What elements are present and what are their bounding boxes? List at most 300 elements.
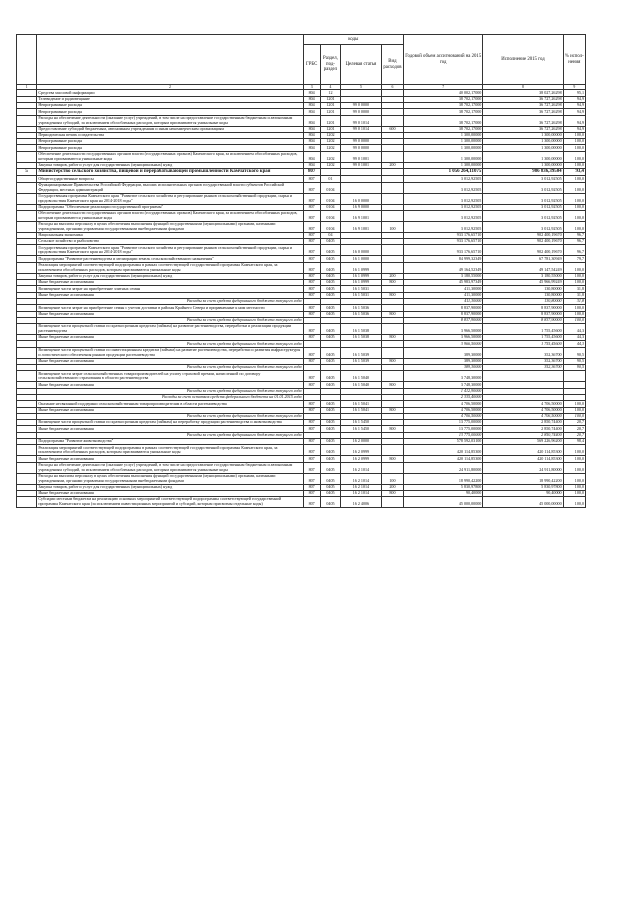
row-pct: 100,0	[563, 280, 585, 286]
row-grbs: 807	[303, 445, 320, 456]
row-target: 16 2 1014	[341, 462, 382, 473]
row-razdel: 0405	[320, 445, 340, 456]
row-plan: 38 702,17000	[404, 115, 483, 126]
row-pct: 94,9	[563, 115, 585, 126]
row-target: 16 9 0000	[341, 204, 382, 210]
row-exec: 2 850,74400	[483, 420, 563, 426]
row-number	[17, 245, 37, 256]
row-razdel: 1201	[320, 102, 340, 108]
row-vid: 200	[381, 273, 403, 279]
row-razdel: 0405	[320, 371, 340, 382]
row-razdel: 0405	[320, 438, 340, 444]
row-description: Непрограммные расходы	[37, 102, 303, 108]
row-exec: 420 114,85300	[483, 445, 563, 456]
row-razdel: 1201	[320, 96, 340, 102]
row-exec: 36 727,26298	[483, 96, 563, 102]
row-razdel: 1201	[320, 115, 340, 126]
row-vid	[381, 182, 403, 193]
row-description: Возмещение части процентной ставки по краткосрочным кредитам (займам) на переработку продукции растениеводства и животноводства	[37, 420, 303, 426]
row-grbs: 807	[303, 239, 320, 245]
row-number	[17, 371, 37, 382]
row-exec: 1 755,45600	[483, 324, 563, 335]
row-description: Иные бюджетные ассигнования	[37, 311, 303, 317]
row-target: 16 1 0000	[341, 256, 382, 262]
row-description: Непрограммные расходы	[37, 109, 303, 115]
row-plan: 411,30000	[404, 298, 483, 304]
row-grbs: 807	[303, 210, 320, 221]
row-plan: 3 012,92505	[404, 193, 483, 204]
row-pct: 44,3	[563, 324, 585, 335]
row-description: Государственная программа Камчатского края "Развитие сельского хозяйства и регулирование рынков сельскохозяйственной продукции, сырья и продовольствия Камчатского края на 2014-2018 годы"	[37, 193, 303, 204]
column-number: 2	[37, 85, 303, 90]
row-number	[17, 182, 37, 193]
row-grbs: 807	[303, 371, 320, 382]
row-description: Иные бюджетные ассигнования	[37, 382, 303, 388]
row-pct: 44,3	[563, 341, 585, 347]
row-pct: 94,9	[563, 96, 585, 102]
row-description: Расходы за счет остатков средств федерального бюджета на 01.01.2015 года	[37, 394, 303, 400]
row-razdel: 1202	[320, 145, 340, 151]
table-row	[17, 193, 586, 204]
header-target: Целевая статья	[341, 45, 382, 85]
row-pct: 100,0	[563, 162, 585, 168]
row-exec: 3 012,92505	[483, 210, 563, 221]
row-grbs: 807	[303, 382, 320, 388]
row-plan: 389,30000	[404, 365, 483, 371]
row-grbs: 807	[303, 311, 320, 317]
row-description: Оказание несвязанной поддержки сельскохозяйственным товаропроизводителям в области растениеводства	[37, 401, 303, 407]
row-number	[17, 193, 37, 204]
row-exec: 1 755,45600	[483, 335, 563, 341]
row-description: Расходы за счет средств федерального бюджета текущего года	[37, 388, 303, 394]
column-number: 3	[303, 85, 320, 90]
row-grbs: 807	[303, 292, 320, 298]
row-target: 16 1 5040	[341, 371, 382, 382]
row-number	[17, 221, 37, 232]
row-description: Расходы за счет средств федерального бюджета текущего года	[37, 298, 303, 304]
row-exec: 4 706,50000	[483, 407, 563, 413]
row-razdel: 0405	[320, 358, 340, 364]
row-exec: 2 850,74400	[483, 426, 563, 432]
table-row	[17, 473, 586, 484]
row-exec: 986 836,39504	[483, 169, 563, 176]
table-row	[17, 324, 586, 335]
row-pct: 96,7	[563, 232, 585, 238]
row-pct: 100,0	[563, 204, 585, 210]
table-row	[17, 497, 586, 508]
row-description: Расходы на выплаты персоналу в целях обеспечения выполнения функций государственными (муниципальными) органами, казенными учреждениями, органами управления государственными внебюджетными фондами	[37, 221, 303, 232]
row-exec	[483, 371, 563, 382]
row-pct: 100,0	[563, 456, 585, 462]
row-exec: 24 911,80000	[483, 462, 563, 473]
row-description: Реализация мероприятий соответствующей подпрограммы в рамках соответствующей государственной программы Камчатского края, за исключением обособленных расходов, которым присваиваются уникальные коды	[37, 262, 303, 273]
row-grbs: 807	[303, 462, 320, 473]
row-grbs: 807	[303, 335, 320, 341]
row-grbs: 804	[303, 145, 320, 151]
row-razdel: 0405	[320, 292, 340, 298]
row-plan: 1 300,00000	[404, 145, 483, 151]
row-plan: 5 830,97800	[404, 484, 483, 490]
row-pct: 100,0	[563, 193, 585, 204]
row-grbs: 807	[303, 324, 320, 335]
row-exec: 8 837,90000	[483, 305, 563, 311]
row-razdel: 0405	[320, 347, 340, 358]
row-razdel: 04	[320, 232, 340, 238]
table-body	[17, 90, 586, 508]
row-description: Возмещение части затрат на приобретение элитных семян	[37, 286, 303, 292]
row-razdel: 0405	[320, 490, 340, 496]
row-plan: 3 012,92505	[404, 182, 483, 193]
row-number	[17, 445, 37, 456]
row-description: Периодическая печать и издательства	[37, 132, 303, 138]
row-target: 16 2 4006	[341, 497, 382, 508]
row-razdel: 0405	[320, 262, 340, 273]
row-plan: 3 012,92505	[404, 210, 483, 221]
header-pct: % испол-нения	[563, 35, 585, 85]
row-exec: 352,36700	[483, 365, 563, 371]
row-vid	[381, 193, 403, 204]
row-description: Иные бюджетные ассигнования	[37, 407, 303, 413]
row-grbs: 807	[303, 426, 320, 432]
row-vid: 100	[381, 221, 403, 232]
row-razdel: 0104	[320, 210, 340, 221]
row-target: 16 1 5040	[341, 382, 382, 388]
row-vid: 800	[381, 407, 403, 413]
row-pct: 90,5	[563, 358, 585, 364]
row-plan: 3 180,55000	[404, 273, 483, 279]
row-plan: 411,30000	[404, 292, 483, 298]
row-razdel: 1202	[320, 132, 340, 138]
row-target: 16 1 5039	[341, 358, 382, 364]
row-plan: 4 706,50000	[404, 401, 483, 407]
row-exec: 18 990,42200	[483, 473, 563, 484]
row-vid	[381, 262, 403, 273]
row-exec: 36 727,26298	[483, 102, 563, 108]
row-exec: 352,36700	[483, 358, 563, 364]
table-row	[17, 347, 586, 358]
row-vid: 200	[381, 484, 403, 490]
row-pct: 100,0	[563, 176, 585, 182]
row-exec: 90,40000	[483, 490, 563, 496]
row-pct: 98,4	[563, 438, 585, 444]
row-plan: 4 706,50000	[404, 407, 483, 413]
budget-table	[16, 34, 586, 508]
row-plan: 8 837,90000	[404, 311, 483, 317]
row-pct: 100,0	[563, 305, 585, 311]
row-pct: 20,7	[563, 432, 585, 438]
row-exec: 36 727,26298	[483, 126, 563, 132]
row-target: 16 9 1001	[341, 221, 382, 232]
row-number: 5	[17, 169, 37, 176]
row-exec: 3 012,92505	[483, 221, 563, 232]
row-target: 16 1 5036	[341, 305, 382, 311]
row-plan: 1 056 264,11075	[404, 169, 483, 176]
row-description: Реализация мероприятий соответствующей подпрограммы в рамках соответствующей государственной программы Камчатского края, за исключением обособленных расходов, которым присваиваются уникальные коды	[37, 445, 303, 456]
row-grbs: 804	[303, 90, 320, 96]
row-exec: 38 027,26298	[483, 90, 563, 96]
header-plan: Годовой объем ассигнований на 2015 год	[404, 35, 483, 85]
row-grbs: 804	[303, 132, 320, 138]
row-vid: 600	[381, 126, 403, 132]
row-number	[17, 324, 37, 335]
row-razdel: 0405	[320, 286, 340, 292]
row-exec: 36 727,26298	[483, 115, 563, 126]
row-target: 16 1 5041	[341, 401, 382, 407]
row-description: Возмещение части процентной ставки по инвестиционным кредитам (займам) на развитие растениеводства, переработки и развития инфраструктуры и логистического обеспечения рынков продукции растениеводства	[37, 347, 303, 358]
row-target: 16 9 1001	[341, 210, 382, 221]
row-pct: 44,3	[563, 335, 585, 341]
row-grbs: 804	[303, 126, 320, 132]
row-exec: 5 830,97800	[483, 484, 563, 490]
row-target: 16 1 5041	[341, 407, 382, 413]
row-vid	[381, 347, 403, 358]
row-target: 16 0 0000	[341, 245, 382, 256]
row-grbs: 804	[303, 109, 320, 115]
row-razdel: 01	[320, 176, 340, 182]
row-pct: 100,0	[563, 132, 585, 138]
row-pct: 20,7	[563, 420, 585, 426]
row-pct	[563, 371, 585, 382]
row-plan: 13 775,00000	[404, 426, 483, 432]
row-vid	[381, 115, 403, 126]
row-pct: 100,0	[563, 473, 585, 484]
row-razdel: 0405	[320, 239, 340, 245]
row-description: Закупка товаров, работ и услуг для государственных (муниципальных) нужд	[37, 273, 303, 279]
row-pct: 79,7	[563, 256, 585, 262]
row-pct: 100,0	[563, 151, 585, 162]
row-exec: 3 012,92505	[483, 193, 563, 204]
row-exec: 1 300,00000	[483, 162, 563, 168]
row-target: 16 2 1014	[341, 484, 382, 490]
row-pct: 94,9	[563, 102, 585, 108]
row-razdel: 0405	[320, 311, 340, 317]
row-grbs: 807	[303, 169, 320, 176]
row-target: 16 2 1014	[341, 490, 382, 496]
row-grbs: 807	[303, 182, 320, 193]
row-pct: 100,0	[563, 413, 585, 419]
row-number	[17, 262, 37, 273]
row-plan: 389,30000	[404, 358, 483, 364]
row-vid: 800	[381, 280, 403, 286]
column-number: 9	[563, 85, 585, 90]
row-description: Возмещение части затрат на приобретение семян с учетом доставки в районы Крайнего Севера и приравненные к ним местности	[37, 305, 303, 311]
row-plan: 1 300,00000	[404, 139, 483, 145]
row-pct: 100,0	[563, 317, 585, 323]
row-vid: 800	[381, 490, 403, 496]
row-razdel: 0405	[320, 426, 340, 432]
row-plan: 3 012,92505	[404, 204, 483, 210]
row-exec: 45 000,00000	[483, 497, 563, 508]
row-exec: 45 966,99249	[483, 280, 563, 286]
row-grbs: 804	[303, 115, 320, 126]
row-number	[17, 497, 37, 508]
row-grbs: 807	[303, 358, 320, 364]
row-exec: 902 400,19670	[483, 232, 563, 238]
row-grbs: 804	[303, 151, 320, 162]
row-grbs: 807	[303, 280, 320, 286]
row-description: Государственная программа Камчатского края "Развитие сельского хозяйства и регулирование рынков сельскохозяйственной продукции, сырья и продовольствия Камчатского края на 2014-2018 годы"	[37, 245, 303, 256]
row-plan: 3 966,50000	[404, 324, 483, 335]
table-row	[17, 262, 586, 273]
header-grbs: ГРБС	[303, 45, 320, 85]
row-description: Закупка товаров, работ и услуг для государственных (муниципальных) нужд	[37, 484, 303, 490]
column-number: 1	[17, 85, 37, 90]
table-row	[17, 221, 586, 232]
row-description: Подпрограмма "Обеспечение реализации государственной программы"	[37, 204, 303, 210]
row-vid	[381, 210, 403, 221]
row-exec: 36 727,26298	[483, 109, 563, 115]
row-grbs: 804	[303, 96, 320, 102]
row-exec: 8 837,90000	[483, 311, 563, 317]
row-plan: 3 748,30000	[404, 382, 483, 388]
row-grbs: 807	[303, 232, 320, 238]
row-target	[341, 169, 382, 176]
row-razdel: 0405	[320, 335, 340, 341]
row-grbs: 807	[303, 176, 320, 182]
row-description: Расходы на выплаты персоналу в целях обеспечения выполнения функций государственными (муниципальными) органами, казенными учреждениями, органами управления государственными внебюджетными фондами	[37, 473, 303, 484]
row-pct: 100,0	[563, 210, 585, 221]
row-vid	[381, 245, 403, 256]
table-row	[17, 445, 586, 456]
row-number	[17, 473, 37, 484]
table-row	[17, 245, 586, 256]
row-pct: 94,9	[563, 126, 585, 132]
header-description	[37, 35, 303, 85]
row-exec: 4 706,50000	[483, 401, 563, 407]
table-row	[17, 169, 586, 176]
row-vid: 800	[381, 311, 403, 317]
row-target: 16 1 0999	[341, 262, 382, 273]
row-description: Иные бюджетные ассигнования	[37, 358, 303, 364]
row-number	[17, 462, 37, 473]
row-target	[341, 182, 382, 193]
column-number: 6	[381, 85, 403, 90]
row-razdel	[320, 169, 340, 176]
row-grbs: 807	[303, 221, 320, 232]
row-pct: 100,0	[563, 311, 585, 317]
table-row	[17, 151, 586, 162]
row-grbs: 804	[303, 139, 320, 145]
row-target: 99 0 1001	[341, 162, 382, 168]
row-pct: 100,0	[563, 445, 585, 456]
row-pct: 100,0	[563, 139, 585, 145]
row-razdel: 0405	[320, 256, 340, 262]
row-vid: 800	[381, 426, 403, 432]
row-target: 16 1 5036	[341, 311, 382, 317]
row-grbs: 804	[303, 162, 320, 168]
row-plan: 1 412,90000	[404, 388, 483, 394]
row-razdel: 1202	[320, 139, 340, 145]
row-exec: 902 400,19670	[483, 245, 563, 256]
row-vid	[381, 169, 403, 176]
row-razdel: 0104	[320, 204, 340, 210]
row-pct: 100,0	[563, 497, 585, 508]
row-description: Иные бюджетные ассигнования	[37, 292, 303, 298]
row-plan: 38 702,17000	[404, 126, 483, 132]
table-row	[17, 210, 586, 221]
row-target: 16 1 5450	[341, 420, 382, 426]
row-number	[17, 151, 37, 162]
row-vid	[381, 324, 403, 335]
row-exec: 3 012,92505	[483, 176, 563, 182]
row-plan: 45 983,97349	[404, 280, 483, 286]
row-razdel: 12	[320, 90, 340, 96]
row-plan: 3 966,50000	[404, 341, 483, 347]
row-target: 16 2 0999	[341, 445, 382, 456]
table-row	[17, 462, 586, 473]
row-razdel: 0405	[320, 484, 340, 490]
row-plan: 13 775,00000	[404, 420, 483, 426]
row-exec: 420 114,85300	[483, 456, 563, 462]
row-exec: 3 180,55000	[483, 273, 563, 279]
row-description: Общегосударственные вопросы	[37, 176, 303, 182]
row-razdel: 1202	[320, 151, 340, 162]
row-razdel: 0405	[320, 245, 340, 256]
row-plan: 4 706,50000	[404, 413, 483, 419]
row-grbs: 807	[303, 305, 320, 311]
row-description: Возмещение части затрат сельскохозяйственных товаропроизводителей на уплату страховой премии, начисленной по договору сельскохозяйственного страхования в области растениеводства	[37, 371, 303, 382]
row-description: Иные бюджетные ассигнования	[37, 490, 303, 496]
budget-table-page	[16, 34, 586, 508]
row-pct: 100,0	[563, 262, 585, 273]
row-description: Функционирование Правительства Российской Федерации, высших исполнительных органов государственной власти субъектов Российской Федерации, местных администраций	[37, 182, 303, 193]
row-target: 16 1 0999	[341, 273, 382, 279]
row-pct: 94,9	[563, 109, 585, 115]
row-target: 99 0 1001	[341, 151, 382, 162]
row-description: Иные бюджетные ассигнования	[37, 426, 303, 432]
row-pct: 100,0	[563, 490, 585, 496]
row-exec: 8 837,90000	[483, 317, 563, 323]
row-pct: 96,7	[563, 239, 585, 245]
row-target: 16 1 5031	[341, 292, 382, 298]
row-target: 16 1 5038	[341, 335, 382, 341]
row-description: Возмещение части процентной ставки по краткосрочным кредитам (займам) на развитие растениеводства, переработки и реализации продукции растениеводства	[37, 324, 303, 335]
row-vid: 800	[381, 382, 403, 388]
row-grbs: 807	[303, 286, 320, 292]
row-grbs: 807	[303, 473, 320, 484]
row-grbs: 807	[303, 490, 320, 496]
row-razdel: 1201	[320, 109, 340, 115]
header-vid: Вид расходов	[381, 45, 403, 85]
row-target: 16 2 0999	[341, 456, 382, 462]
row-grbs: 807	[303, 420, 320, 426]
row-razdel: 0104	[320, 221, 340, 232]
row-grbs: 807	[303, 256, 320, 262]
row-vid	[381, 462, 403, 473]
row-description: Подпрограмма "Развитие растениеводства и мелиорации земель сельскохозяйственного назначения"	[37, 256, 303, 262]
row-plan: 90,40000	[404, 490, 483, 496]
row-description: Иные бюджетные ассигнования	[37, 280, 303, 286]
row-plan: 2 335,40000	[404, 394, 483, 400]
row-grbs: 807	[303, 438, 320, 444]
row-razdel: 0405	[320, 382, 340, 388]
row-razdel: 0405	[320, 401, 340, 407]
row-grbs: 807	[303, 407, 320, 413]
row-plan: 420 114,85300	[404, 456, 483, 462]
header-razdel: Раздел, под-раздел	[320, 45, 340, 85]
row-pct: 100,0	[563, 484, 585, 490]
row-pct: 31,8	[563, 292, 585, 298]
row-description: Расходы за счет средств федерального бюджета текущего года	[37, 317, 303, 323]
row-razdel: 1202	[320, 162, 340, 168]
row-exec: 130,80000	[483, 298, 563, 304]
row-plan: 38 702,17000	[404, 102, 483, 108]
row-grbs: 807	[303, 262, 320, 273]
row-plan: 420 114,85300	[404, 445, 483, 456]
row-exec: 352,36700	[483, 347, 563, 358]
column-number: 7	[404, 85, 483, 90]
row-pct: 31,8	[563, 286, 585, 292]
